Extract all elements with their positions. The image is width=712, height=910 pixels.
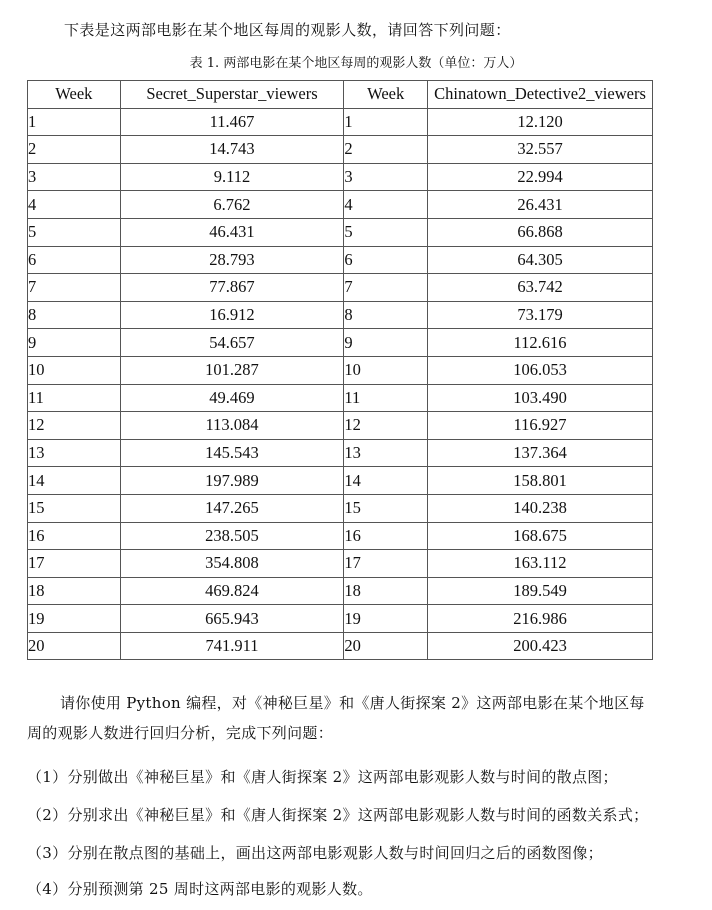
week-cell: 7 [344, 274, 428, 302]
week-cell: 6 [344, 246, 428, 274]
week-cell: 5 [344, 218, 428, 246]
week-cell: 19 [344, 605, 428, 633]
chinatown-detective2-cell: 140.238 [428, 494, 653, 522]
question-3: （3）分别在散点图的基础上，画出这两部电影观影人数与时间回归之后的函数图像； [27, 844, 603, 862]
week-cell: 11 [344, 384, 428, 412]
week-cell: 14 [28, 467, 121, 495]
secret-superstar-cell: 16.912 [120, 301, 344, 329]
table-row [28, 494, 653, 522]
week-cell: 9 [344, 329, 428, 357]
secret-superstar-cell: 11.467 [120, 108, 344, 136]
secret-superstar-cell: 77.867 [120, 274, 344, 302]
viewers-table [27, 80, 653, 660]
chinatown-detective2-cell: 106.053 [428, 356, 653, 384]
secret-superstar-cell: 49.469 [120, 384, 344, 412]
week-cell: 3 [28, 163, 121, 191]
chinatown-detective2-cell: 168.675 [428, 522, 653, 550]
week-cell: 18 [344, 577, 428, 605]
week-cell: 7 [28, 274, 121, 302]
week-cell: 16 [344, 522, 428, 550]
paragraph-line-1: 请你使用 Python 编程，对《神秘巨星》和《唐人街探案 2》这两部电影在某个地区每 [60, 694, 645, 712]
chinatown-detective2-cell: 137.364 [428, 439, 653, 467]
secret-superstar-cell: 741.911 [120, 632, 344, 660]
header-chinatown-detective2: Chinatown_Detective2_viewers [428, 81, 653, 109]
week-cell: 12 [28, 412, 121, 440]
week-cell: 4 [344, 191, 428, 219]
week-cell: 16 [28, 522, 121, 550]
week-cell: 13 [28, 439, 121, 467]
intro-text: 下表是这两部电影在某个地区每周的观影人数，请回答下列问题： [64, 21, 511, 39]
chinatown-detective2-cell: 73.179 [428, 301, 653, 329]
secret-superstar-cell: 197.989 [120, 467, 344, 495]
table-row [28, 136, 653, 164]
week-cell: 14 [344, 467, 428, 495]
header-week-2: Week [344, 81, 428, 109]
header-week-1: Week [28, 81, 121, 109]
week-cell: 5 [28, 218, 121, 246]
week-cell: 10 [344, 356, 428, 384]
secret-superstar-cell: 6.762 [120, 191, 344, 219]
table-row [28, 163, 653, 191]
week-cell: 1 [344, 108, 428, 136]
chinatown-detective2-cell: 103.490 [428, 384, 653, 412]
secret-superstar-cell: 9.112 [120, 163, 344, 191]
question-1: （1）分别做出《神秘巨星》和《唐人街探案 2》这两部电影观影人数与时间的散点图； [27, 768, 618, 786]
chinatown-detective2-cell: 63.742 [428, 274, 653, 302]
table-row [28, 329, 653, 357]
table-row [28, 467, 653, 495]
table-row [28, 356, 653, 384]
secret-superstar-cell: 14.743 [120, 136, 344, 164]
week-cell: 17 [28, 550, 121, 578]
secret-superstar-cell: 54.657 [120, 329, 344, 357]
week-cell: 3 [344, 163, 428, 191]
week-cell: 20 [344, 632, 428, 660]
table-row [28, 274, 653, 302]
secret-superstar-cell: 28.793 [120, 246, 344, 274]
week-cell: 15 [344, 494, 428, 522]
table-row [28, 191, 653, 219]
task-paragraph [27, 688, 687, 748]
table-row [28, 108, 653, 136]
table-header-row [28, 81, 653, 109]
week-cell: 8 [344, 301, 428, 329]
secret-superstar-cell: 46.431 [120, 218, 344, 246]
secret-superstar-cell: 238.505 [120, 522, 344, 550]
chinatown-detective2-cell: 32.557 [428, 136, 653, 164]
week-cell: 4 [28, 191, 121, 219]
week-cell: 19 [28, 605, 121, 633]
chinatown-detective2-cell: 22.994 [428, 163, 653, 191]
chinatown-detective2-cell: 66.868 [428, 218, 653, 246]
table-row [28, 632, 653, 660]
table-row [28, 301, 653, 329]
table-row [28, 439, 653, 467]
week-cell: 11 [28, 384, 121, 412]
chinatown-detective2-cell: 26.431 [428, 191, 653, 219]
header-secret-superstar: Secret_Superstar_viewers [120, 81, 344, 109]
week-cell: 17 [344, 550, 428, 578]
chinatown-detective2-cell: 12.120 [428, 108, 653, 136]
week-cell: 20 [28, 632, 121, 660]
table-row [28, 412, 653, 440]
table-row [28, 522, 653, 550]
chinatown-detective2-cell: 216.986 [428, 605, 653, 633]
table-row [28, 218, 653, 246]
week-cell: 15 [28, 494, 121, 522]
week-cell: 6 [28, 246, 121, 274]
week-cell: 2 [344, 136, 428, 164]
week-cell: 18 [28, 577, 121, 605]
secret-superstar-cell: 145.543 [120, 439, 344, 467]
table-caption: 表 1. 两部电影在某个地区每周的观影人数（单位：万人） [189, 56, 523, 71]
secret-superstar-cell: 101.287 [120, 356, 344, 384]
chinatown-detective2-cell: 116.927 [428, 412, 653, 440]
week-cell: 13 [344, 439, 428, 467]
week-cell: 9 [28, 329, 121, 357]
question-4: （4）分别预测第 25 周时这两部电影的观影人数。 [27, 880, 373, 898]
week-cell: 10 [28, 356, 121, 384]
chinatown-detective2-cell: 64.305 [428, 246, 653, 274]
table-row [28, 384, 653, 412]
secret-superstar-cell: 147.265 [120, 494, 344, 522]
week-cell: 2 [28, 136, 121, 164]
chinatown-detective2-cell: 158.801 [428, 467, 653, 495]
table-row [28, 577, 653, 605]
question-2: （2）分别求出《神秘巨星》和《唐人街探案 2》这两部电影观影人数与时间的函数关系式； [27, 806, 649, 824]
chinatown-detective2-cell: 189.549 [428, 577, 653, 605]
chinatown-detective2-cell: 200.423 [428, 632, 653, 660]
chinatown-detective2-cell: 112.616 [428, 329, 653, 357]
paragraph-line-2: 周的观影人数进行回归分析，完成下列问题： [27, 724, 334, 742]
secret-superstar-cell: 354.808 [120, 550, 344, 578]
week-cell: 1 [28, 108, 121, 136]
chinatown-detective2-cell: 163.112 [428, 550, 653, 578]
week-cell: 8 [28, 301, 121, 329]
table-row [28, 605, 653, 633]
table-row [28, 550, 653, 578]
table-row [28, 246, 653, 274]
week-cell: 12 [344, 412, 428, 440]
secret-superstar-cell: 665.943 [120, 605, 344, 633]
secret-superstar-cell: 469.824 [120, 577, 344, 605]
secret-superstar-cell: 113.084 [120, 412, 344, 440]
